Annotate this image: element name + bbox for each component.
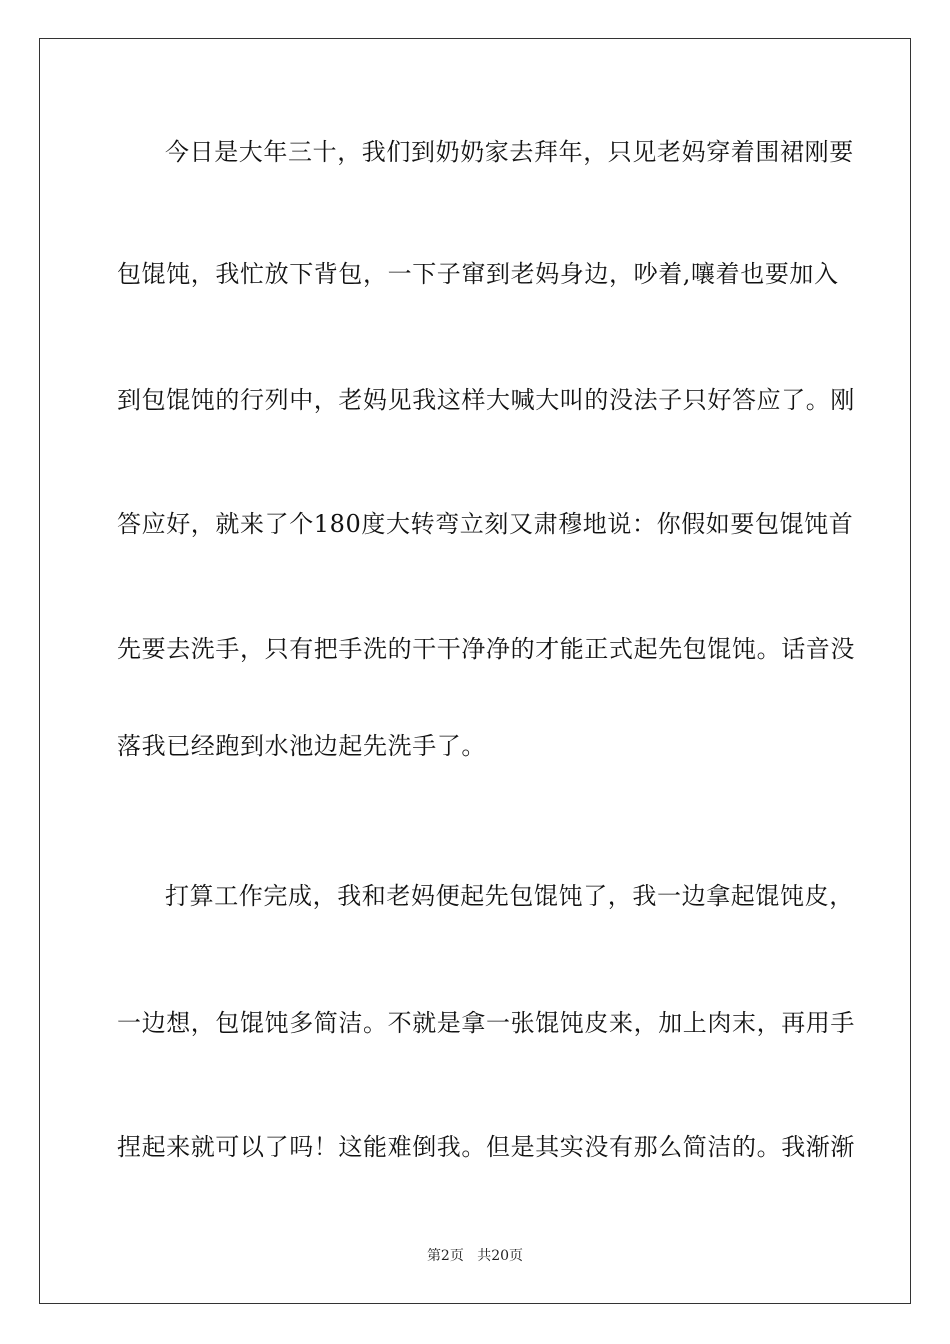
page-number-total: 共20页 — [477, 1248, 524, 1264]
paragraph-1-line-4: 答应好，就来了个180度大转弯立刻又肃穆地说：你假如要包馄饨首 — [117, 510, 854, 538]
paragraph-1-line-2: 包馄饨，我忙放下背包，一下子窜到老妈身边，吵着,嚷着也要加入 — [117, 260, 839, 288]
page-number-current: 第2页 — [426, 1248, 464, 1264]
paragraph-1-line-1: 今日是大年三十，我们到奶奶家去拜年，只见老妈穿着围裙刚要 — [165, 138, 854, 166]
page-footer — [0, 1247, 950, 1265]
paragraph-2-line-1: 打算工作完成，我和老妈便起先包馄饨了，我一边拿起馄饨皮， — [165, 882, 854, 910]
paragraph-1-line-5: 先要去洗手，只有把手洗的干干净净的才能正式起先包馄饨。话音没 — [117, 635, 855, 663]
paragraph-1-line-6: 落我已经跑到水池边起先洗手了。 — [117, 732, 486, 760]
page-border — [39, 38, 911, 1304]
paragraph-2-line-2: 一边想，包馄饨多简洁。不就是拿一张馄饨皮来，加上肉末，再用手 — [117, 1009, 855, 1037]
paragraph-1-line-3: 到包馄饨的行列中，老妈见我这样大喊大叫的没法子只好答应了。刚 — [117, 386, 855, 414]
paragraph-2-line-3: 捏起来就可以了吗！这能难倒我。但是其实没有那么简洁的。我渐渐 — [117, 1133, 855, 1161]
